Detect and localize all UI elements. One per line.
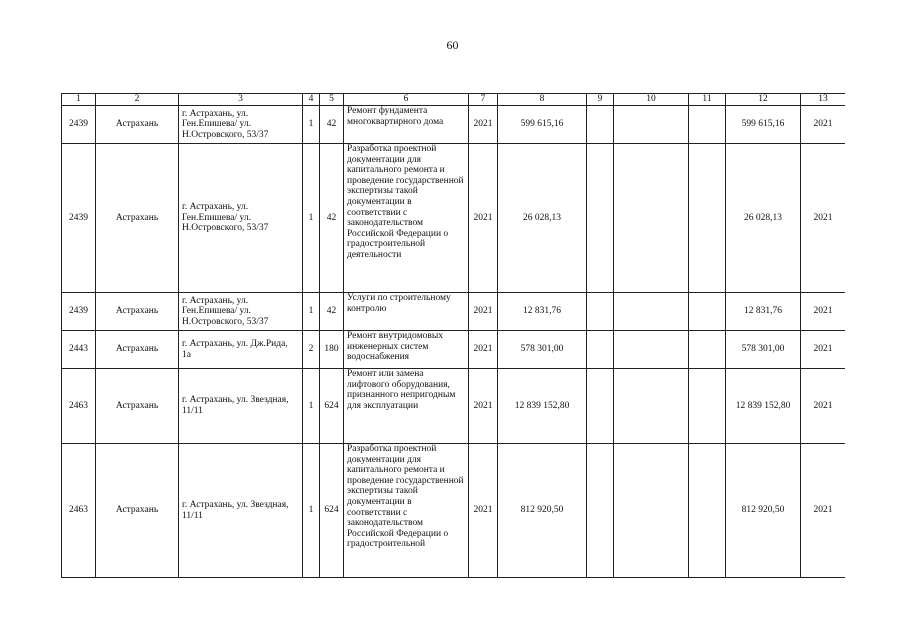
column-header: 5: [320, 94, 344, 106]
cell-address: г. Астрахань, ул. Звездная, 11/11: [179, 369, 303, 444]
cell-col5: 42: [320, 106, 344, 144]
cell-work-type: Разработка проектной документации для капитального ремонта и проведение государственной экспертизы такой документации в соответствии с законодательством Российской Федерации о градостроительной: [344, 444, 469, 578]
table-row: [62, 444, 846, 578]
cell-fund-cost: 812 920,50: [726, 444, 801, 578]
cell-year: 2021: [469, 369, 498, 444]
cell-municipality: Астрахань: [96, 444, 179, 578]
cell-municipality: Астрахань: [96, 331, 179, 369]
cell-col9: [587, 106, 614, 144]
cell-col5: 624: [320, 369, 344, 444]
column-header: 11: [689, 94, 726, 106]
page-number: 60: [446, 38, 459, 52]
cell-work-type: Ремонт или замена лифтового оборудования, признанного непригодным для эксплуатации: [344, 369, 469, 444]
cell-col4: 1: [303, 369, 320, 444]
cell-address: г. Астрахань, ул. Звездная, 11/11: [179, 444, 303, 578]
cell-col9: [587, 144, 614, 293]
cell-year: 2021: [469, 106, 498, 144]
cell-col4: 1: [303, 293, 320, 331]
cell-col9: [587, 369, 614, 444]
cell-year: 2021: [469, 444, 498, 578]
cell-col10: [614, 444, 689, 578]
table-row: [62, 369, 846, 444]
column-header: 13: [801, 94, 846, 106]
cell-house-id: 2463: [62, 444, 96, 578]
cell-end-year: 2021: [801, 293, 846, 331]
table-row: [62, 106, 846, 144]
cell-col10: [614, 106, 689, 144]
cell-col5: 42: [320, 144, 344, 293]
cell-fund-cost: 12 831,76: [726, 293, 801, 331]
column-header: 10: [614, 94, 689, 106]
cell-municipality: Астрахань: [96, 369, 179, 444]
cell-col11: [689, 369, 726, 444]
column-header: 12: [726, 94, 801, 106]
cell-total-cost: 26 028,13: [498, 144, 587, 293]
cell-total-cost: 578 301,00: [498, 331, 587, 369]
cell-col9: [587, 444, 614, 578]
cell-col10: [614, 144, 689, 293]
cell-col11: [689, 293, 726, 331]
column-header: 7: [469, 94, 498, 106]
column-header: 6: [344, 94, 469, 106]
cell-fund-cost: 578 301,00: [726, 331, 801, 369]
cell-house-id: 2439: [62, 293, 96, 331]
cell-col10: [614, 331, 689, 369]
column-header: 9: [587, 94, 614, 106]
cell-col10: [614, 293, 689, 331]
cell-house-id: 2463: [62, 369, 96, 444]
table-row: [62, 293, 846, 331]
cell-total-cost: 812 920,50: [498, 444, 587, 578]
cell-address: г. Астрахань, ул. Ген.Епишева/ ул. Н.Островского, 53/37: [179, 144, 303, 293]
header-row: [62, 94, 846, 106]
cell-col9: [587, 293, 614, 331]
cell-col11: [689, 106, 726, 144]
column-header: 4: [303, 94, 320, 106]
cell-year: 2021: [469, 331, 498, 369]
cell-total-cost: 599 615,16: [498, 106, 587, 144]
cell-end-year: 2021: [801, 331, 846, 369]
cell-address: г. Астрахань, ул. Ген.Епишева/ ул. Н.Островского, 53/37: [179, 293, 303, 331]
cell-col5: 624: [320, 444, 344, 578]
cell-work-type: Услуги по строительному контролю: [344, 293, 469, 331]
cell-col11: [689, 144, 726, 293]
cell-col4: 1: [303, 444, 320, 578]
program-table: [61, 93, 845, 578]
cell-work-type: Ремонт внутридомовых инженерных систем водоснабжения: [344, 331, 469, 369]
cell-year: 2021: [469, 293, 498, 331]
cell-house-id: 2439: [62, 144, 96, 293]
cell-end-year: 2021: [801, 369, 846, 444]
program-table-container: [61, 93, 845, 585]
table-row: [62, 331, 846, 369]
cell-total-cost: 12 839 152,80: [498, 369, 587, 444]
column-header: 3: [179, 94, 303, 106]
cell-col5: 42: [320, 293, 344, 331]
cell-year: 2021: [469, 144, 498, 293]
column-header: 2: [96, 94, 179, 106]
cell-house-id: 2443: [62, 331, 96, 369]
cell-col4: 2: [303, 331, 320, 369]
cell-col5: 180: [320, 331, 344, 369]
cell-col11: [689, 444, 726, 578]
cell-col10: [614, 369, 689, 444]
column-header: 1: [62, 94, 96, 106]
cell-house-id: 2439: [62, 106, 96, 144]
cell-end-year: 2021: [801, 106, 846, 144]
cell-municipality: Астрахань: [96, 144, 179, 293]
cell-end-year: 2021: [801, 444, 846, 578]
cell-work-type: Разработка проектной документации для капитального ремонта и проведение государственной экспертизы такой документации в соответствии с законодательством Российской Федерации о градостроительной деятельности: [344, 144, 469, 293]
cell-municipality: Астрахань: [96, 106, 179, 144]
table-row: [62, 144, 846, 293]
cell-col11: [689, 331, 726, 369]
cell-address: г. Астрахань, ул. Дж.Рида, 1а: [179, 331, 303, 369]
column-header: 8: [498, 94, 587, 106]
cell-address: г. Астрахань, ул. Ген.Епишева/ ул. Н.Островского, 53/37: [179, 106, 303, 144]
cell-col4: 1: [303, 144, 320, 293]
cell-work-type: Ремонт фундамента многоквартирного дома: [344, 106, 469, 144]
cell-col9: [587, 331, 614, 369]
cell-fund-cost: 26 028,13: [726, 144, 801, 293]
cell-fund-cost: 599 615,16: [726, 106, 801, 144]
cell-end-year: 2021: [801, 144, 846, 293]
cell-total-cost: 12 831,76: [498, 293, 587, 331]
cell-col4: 1: [303, 106, 320, 144]
cell-municipality: Астрахань: [96, 293, 179, 331]
cell-fund-cost: 12 839 152,80: [726, 369, 801, 444]
